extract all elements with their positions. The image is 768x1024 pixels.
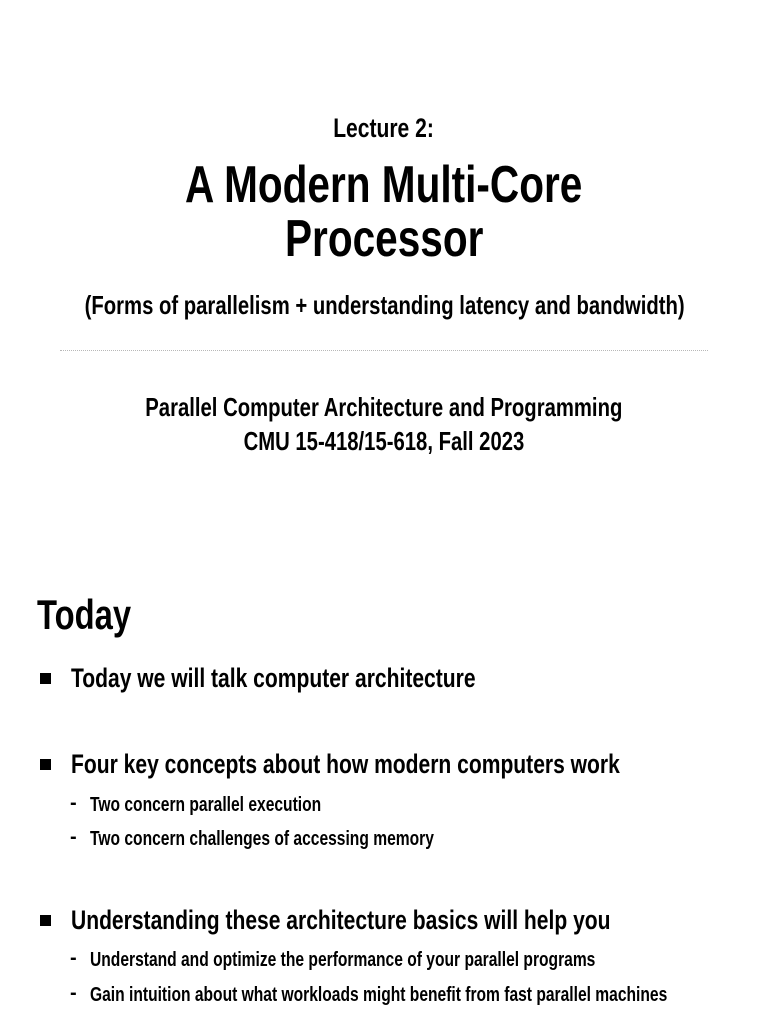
course-code: CMU 15-418/15-618, Fall 2023 (243, 426, 525, 456)
course-name: Parallel Computer Architecture and Programming (145, 392, 623, 422)
square-bullet-icon (40, 759, 51, 770)
sub-bullet-item (70, 826, 760, 852)
lecture-subtitle: (Forms of parallelism + understanding latency and bandwidth) (84, 290, 685, 320)
lecture-title (0, 158, 768, 266)
bullet-text: Today we will talk computer architecture (71, 663, 476, 693)
sub-bullet-item (70, 982, 760, 1008)
dotted-divider (60, 350, 708, 351)
square-bullet-icon (40, 673, 51, 684)
sub-bullet-item (70, 792, 760, 818)
slide-heading: Today (37, 591, 132, 638)
lecture-title-line2: Processor (284, 210, 484, 268)
bullet-item (37, 902, 757, 938)
bullet-item (37, 746, 757, 782)
sub-bullet-text: Two concern parallel execution (90, 794, 322, 816)
sub-bullet-text: Understand and optimize the performance of your parallel programs (90, 949, 596, 971)
square-bullet-icon (40, 915, 51, 926)
bullet-text: Four key concepts about how modern computers work (71, 749, 620, 779)
lecture-title-line1: A Modern Multi-Core (185, 156, 583, 214)
bullet-text: Understanding these architecture basics will help you (71, 905, 611, 935)
sub-bullet-text: Two concern challenges of accessing memory (90, 828, 434, 850)
today-slide (0, 560, 768, 1024)
dash-bullet-icon: - (70, 947, 77, 969)
bullet-item (37, 660, 757, 696)
dash-bullet-icon: - (70, 792, 77, 814)
sub-bullet-text: Gain intuition about what workloads might benefit from fast parallel machines (90, 984, 668, 1006)
dash-bullet-icon: - (70, 826, 77, 848)
lecture-number: Lecture 2: (333, 113, 435, 143)
course-info (0, 390, 768, 458)
dash-bullet-icon: - (70, 982, 77, 1004)
sub-bullet-item (70, 947, 760, 973)
